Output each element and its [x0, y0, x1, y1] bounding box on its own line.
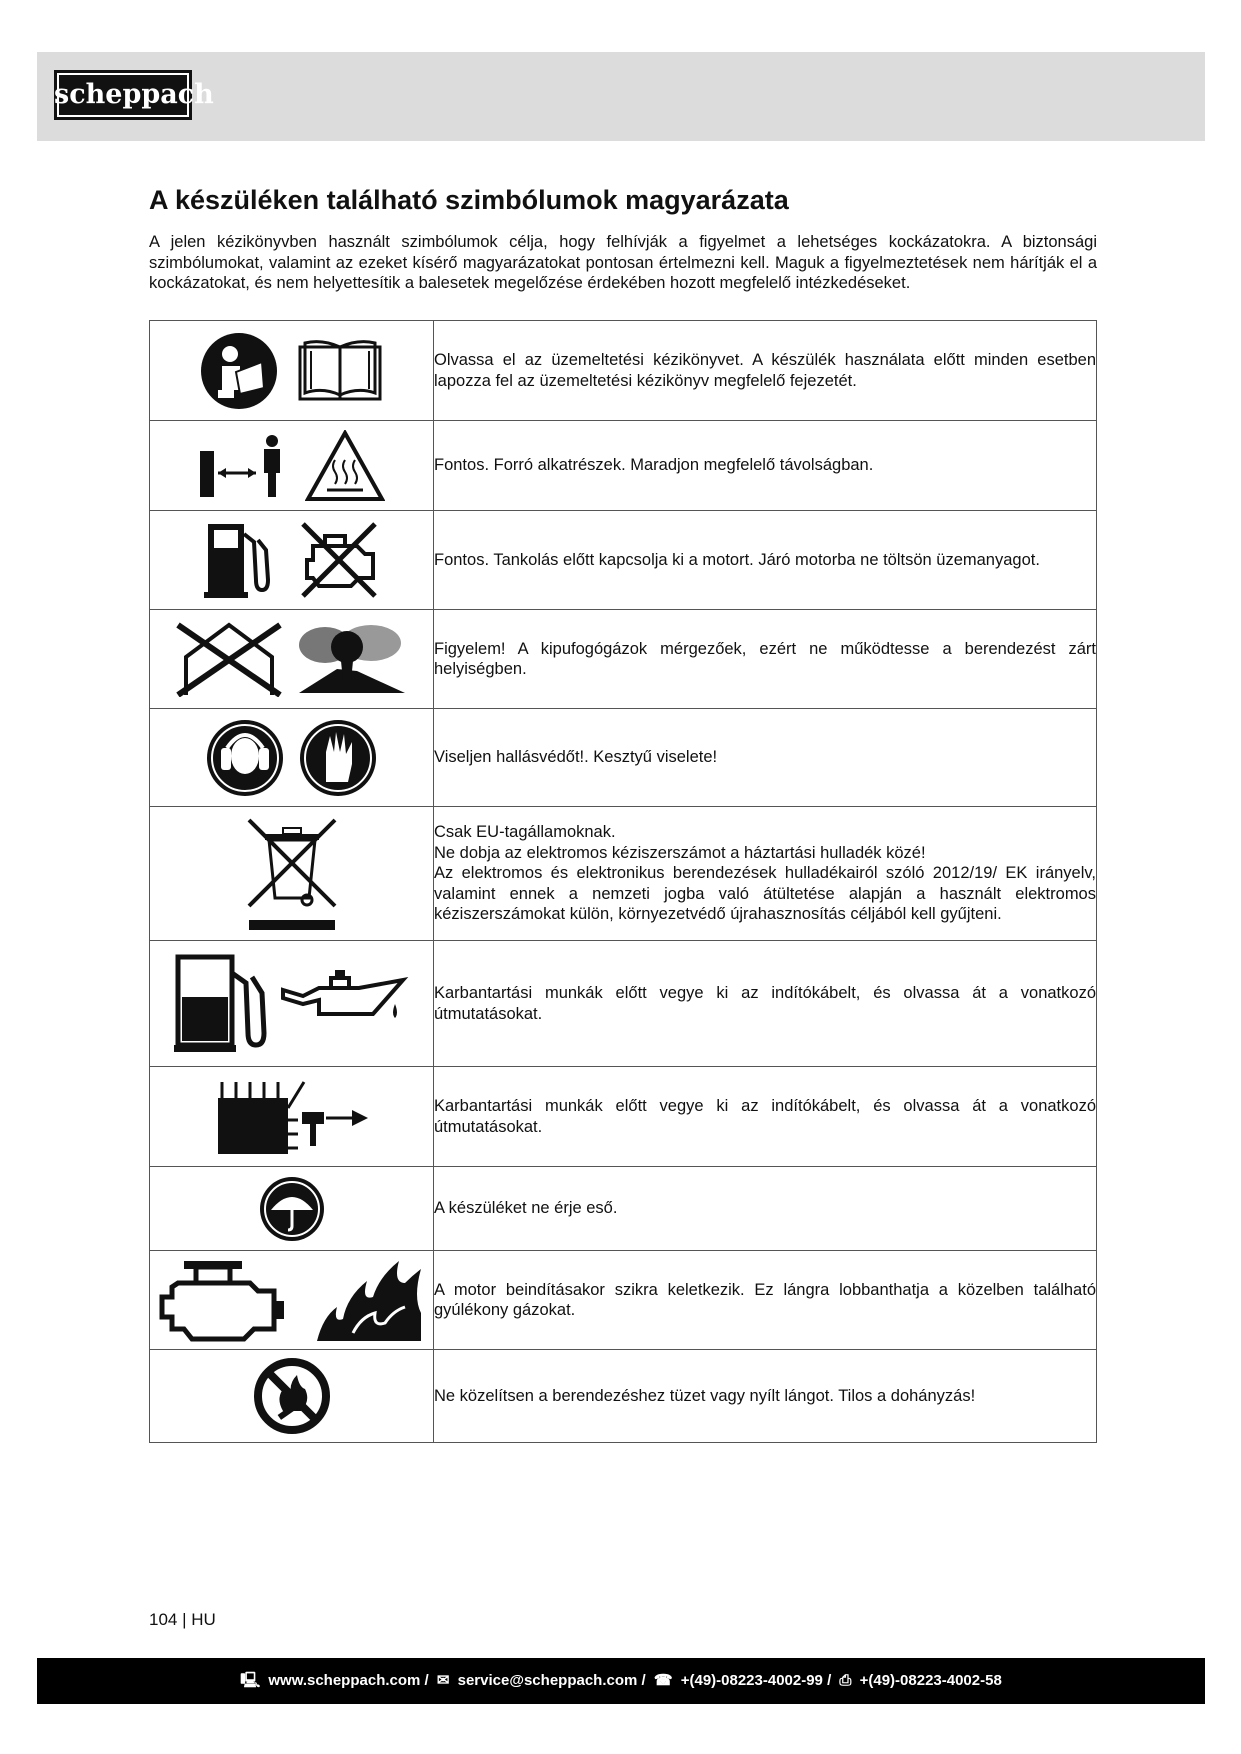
row-description: Viseljen hallásvédőt!. Kesztyű viselete!	[434, 709, 1097, 807]
table-row	[150, 421, 1097, 511]
fuel-pump-icon	[204, 520, 272, 600]
row-description: Karbantartási munkák előtt vegye ki az indítókábelt, és olvassa át a vonatkozó útmutatásokat.	[434, 1067, 1097, 1167]
intro-paragraph: A jelen kézikönyvben használt szimbólumok célja, hogy felhívják a figyelmet a lehetséges kockázatokra. A biztonsági szimbólumokat, valamint az ezeket kísérő magyarázatokat pontosan értelmezni kell. Maguk a figyelmeztetések nem hárítják el a kockázatokat, és nem helyettesítik a balesetek megelőzése érdekében hozott megfelelő intézkedéseket.	[149, 233, 1097, 292]
table-row	[150, 807, 1097, 941]
no-open-flame-icon	[253, 1357, 331, 1435]
footer-email-link[interactable]: service@scheppach.com /	[457, 1672, 646, 1689]
flame-icon	[313, 1257, 425, 1343]
row-description: Ne közelítsen a berendezéshez tüzet vagy nyílt lángot. Tilos a dohányzás!	[434, 1350, 1097, 1443]
table-row	[150, 610, 1097, 709]
row-description: Fontos. Tankolás előtt kapcsolja ki a motort. Járó motorba ne töltsön üzemanyagot.	[434, 511, 1097, 610]
computer-icon: 🖳	[240, 1672, 261, 1689]
table-row	[150, 941, 1097, 1067]
footer-bar	[37, 1658, 1205, 1704]
table-row	[150, 1251, 1097, 1350]
oil-can-icon	[279, 964, 409, 1044]
read-manual-person-icon	[200, 332, 278, 410]
engine-icon	[158, 1257, 286, 1343]
open-book-icon	[297, 339, 383, 403]
footer-phone: +(49)-08223-4002-99 /	[680, 1672, 832, 1689]
umbrella-icon	[259, 1176, 325, 1242]
row-description: A készüléket ne érje eső.	[434, 1167, 1097, 1251]
gloves-icon	[298, 718, 378, 798]
row-description: Karbantartási munkák előtt vegye ki az indítókábelt, és olvassa át a vonatkozó útmutatásokat.	[434, 941, 1097, 1067]
row-description: Figyelem! A kipufogógázok mérgezőek, ezért ne működtesse a berendezést zárt helyiségben.	[434, 610, 1097, 709]
table-row	[150, 1167, 1097, 1251]
row-description: Csak EU-tagállamoknak. Ne dobja az elektromos kéziszerszámot a háztartási hulladék közé! Az elektromos és elektronikus berendezések hulladékairól szóló 2012/19/ EK irányelv, valamint ennek a nemzeti jogba való átültetése alapján a használt elektromos kéziszerszámokat külön, környezetvédő újrahasznosítás céljából kell gyűjteni.	[434, 807, 1097, 941]
table-row	[150, 1350, 1097, 1443]
hot-surface-warning-icon	[305, 430, 385, 502]
row-description: A motor beindításakor szikra keletkezik. Ez lángra lobbanthatja a közelben található gyúlékony gázokat.	[434, 1251, 1097, 1350]
page-number: 104 | HU	[149, 1610, 216, 1629]
crossed-bin-icon	[245, 816, 339, 932]
page-title: A készüléken található szimbólumok magyarázata	[149, 185, 789, 215]
footer-fax: +(49)-08223-4002-58	[859, 1672, 1002, 1689]
fuel-pump-icon	[174, 953, 270, 1055]
row-description: Olvassa el az üzemeltetési kézikönyvet. A készülék használata előtt minden esetben lapozza fel az üzemeltetési kézikönyv megfelelő fejezetét.	[434, 321, 1097, 421]
table-row	[150, 1067, 1097, 1167]
email-icon: ✉	[436, 1672, 450, 1689]
table-row	[150, 511, 1097, 610]
footer-website-link[interactable]: www.scheppach.com /	[268, 1672, 429, 1689]
toxic-fumes-icon	[297, 621, 407, 697]
ear-protection-icon	[205, 718, 285, 798]
table-row	[150, 321, 1097, 421]
unplug-spark-plug-icon	[214, 1078, 370, 1156]
keep-distance-icon	[198, 433, 290, 499]
table-row	[150, 709, 1097, 807]
symbols-table	[149, 320, 1097, 1443]
row-description: Fontos. Forró alkatrészek. Maradjon megfelelő távolságban.	[434, 421, 1097, 511]
phone-icon: ☎	[653, 1672, 673, 1689]
crossed-engine-icon	[299, 520, 379, 600]
fax-icon: ⎙	[839, 1672, 852, 1689]
scheppach-logo: scheppach	[54, 70, 192, 120]
crossed-house-icon	[176, 621, 282, 697]
